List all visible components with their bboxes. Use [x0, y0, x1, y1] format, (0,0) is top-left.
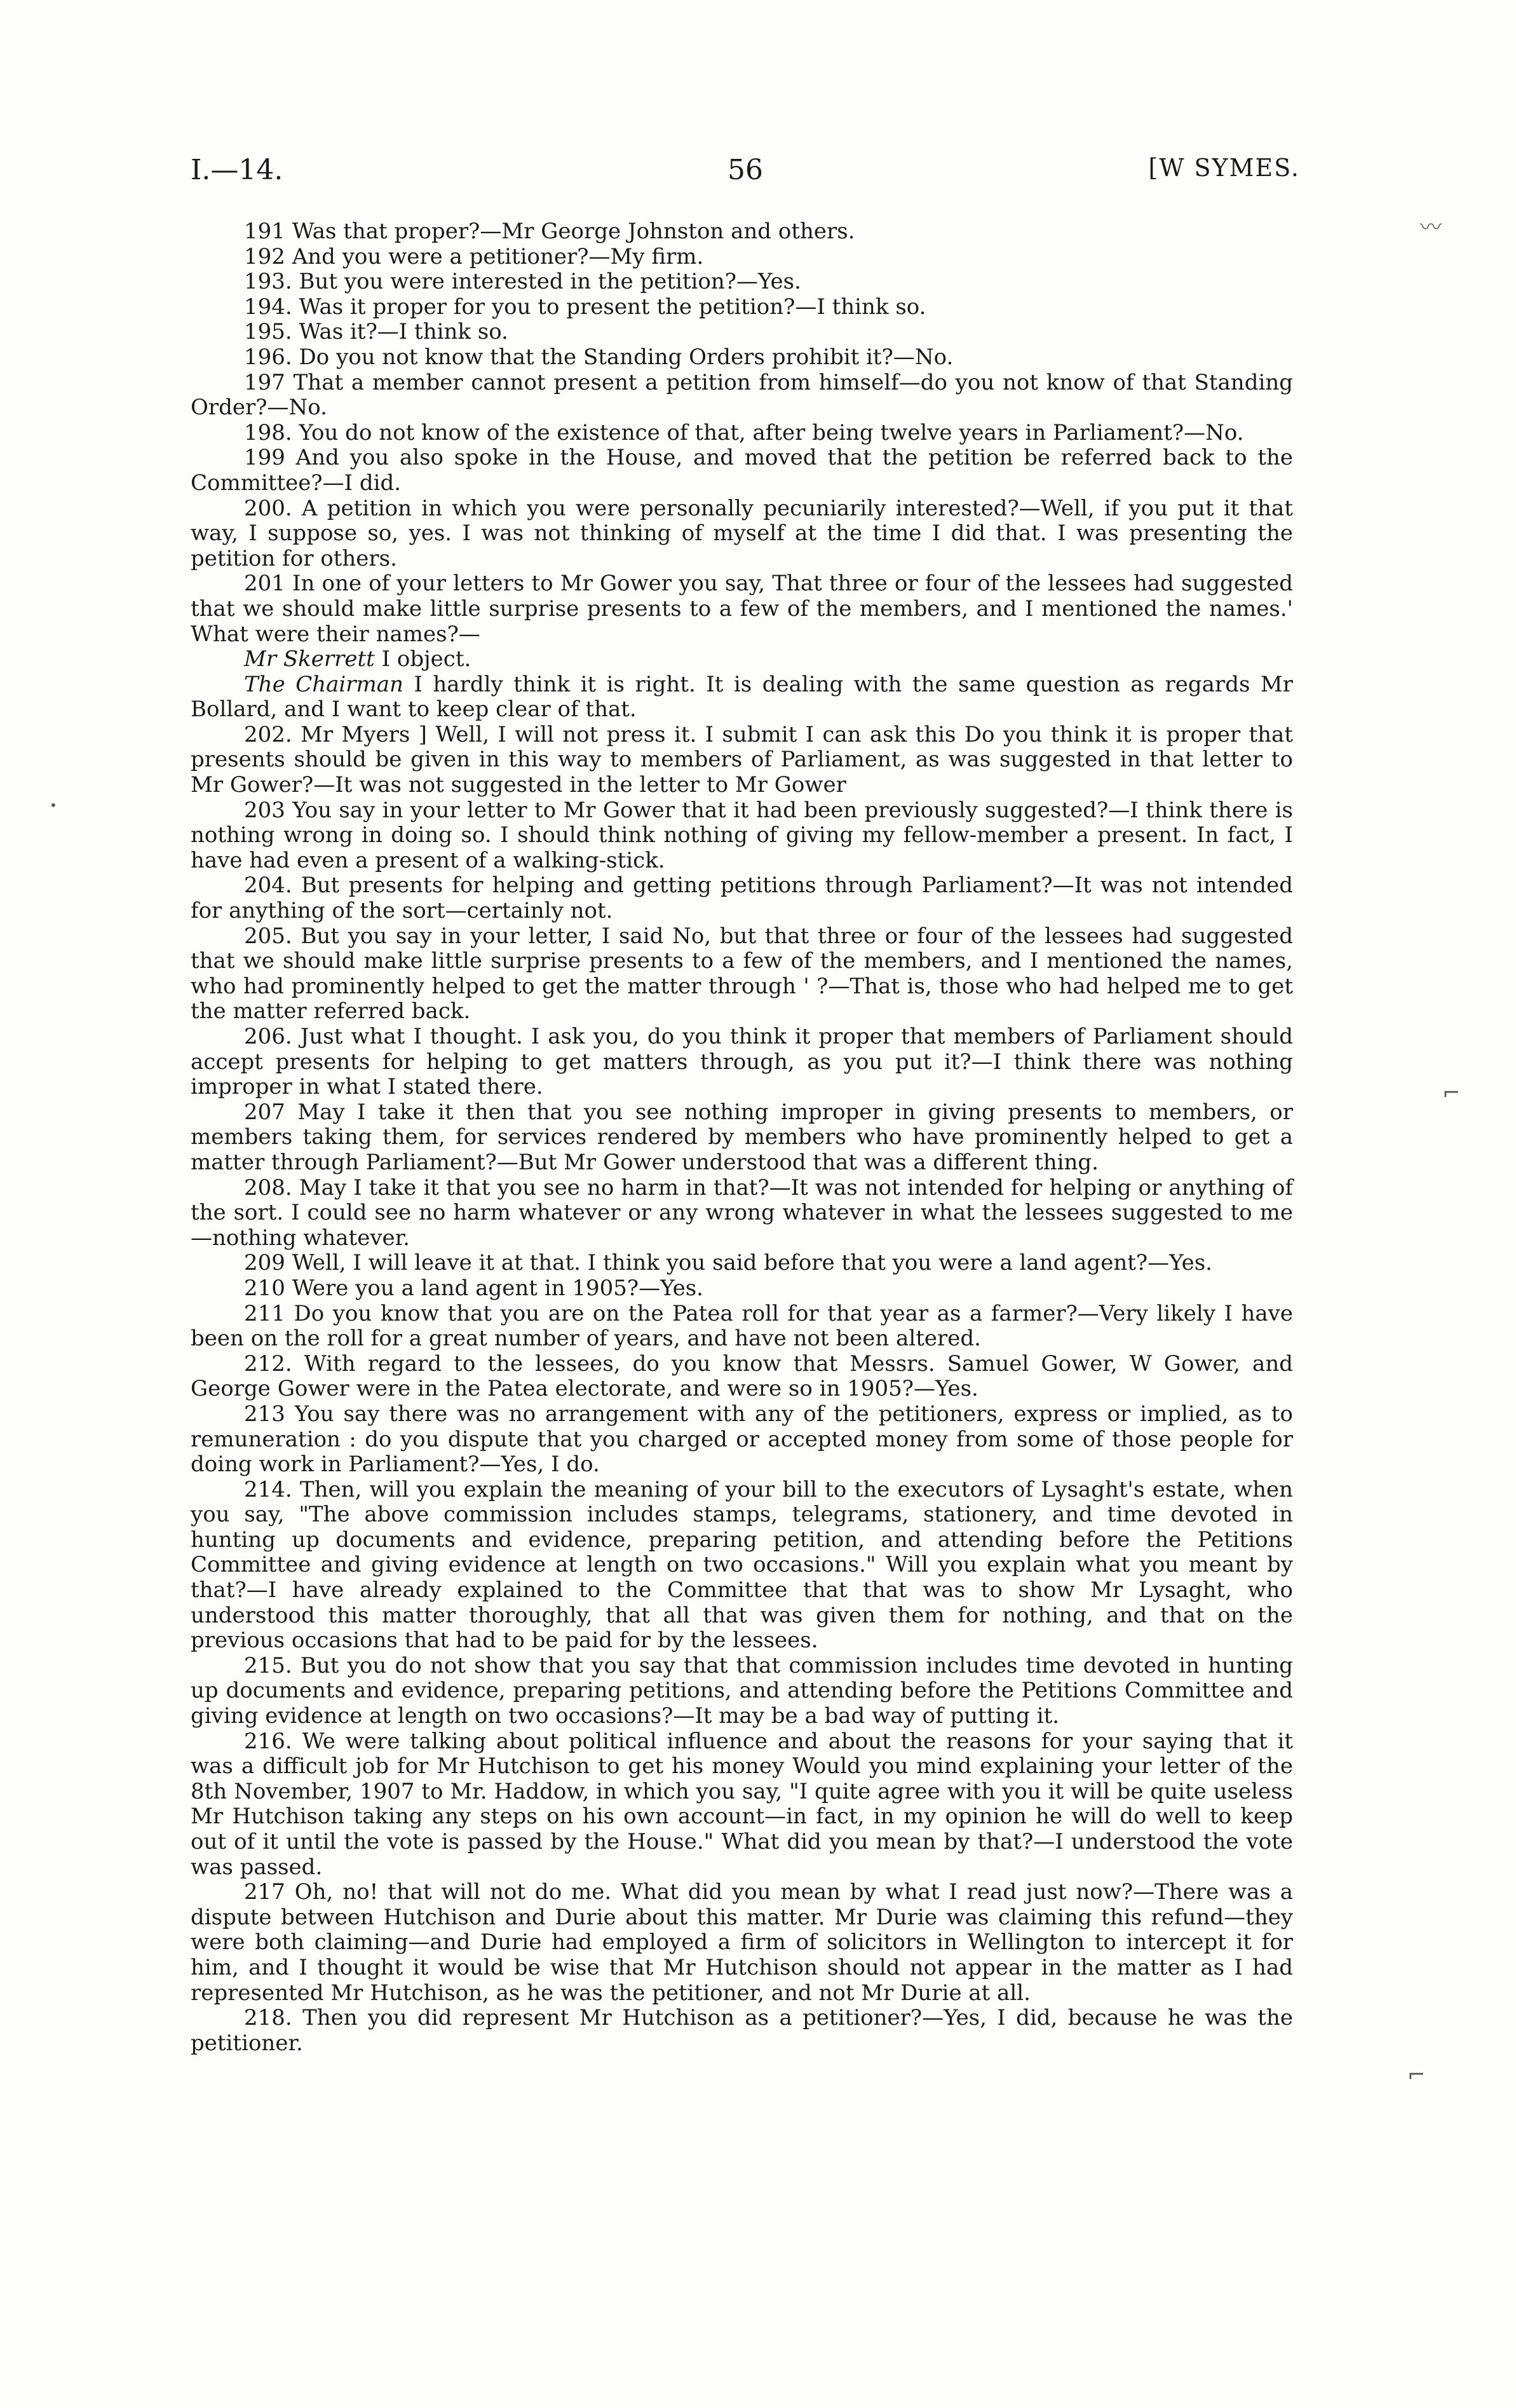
- question-195: 195. Was it?—I think so.: [244, 319, 508, 345]
- witness-name: [W SYMES.: [1148, 154, 1300, 182]
- question-216: 216. We were talking about political influence and about the reasons for your saying that it was a difficult job for Mr Hutchison to get his money Would you mind explaining your letter of the 8th November, 1907 to Mr. Haddow, in which you say, "I quite agree with you it will be quite useless Mr Hutchison taking any steps on his own account—in fact, in my opinion he will do well to keep out of it until the vote is passed by the House." What did you mean by that?—I understood the vote was passed.: [191, 1728, 1293, 1880]
- question-213: 213 You say there was no arrangement with any of the petitioners, express or implied, as to remuneration : do you dispute that you charged or accepted money from some of those people for doing work in Parliament?—Yes, I do.: [191, 1401, 1293, 1478]
- speaker-name: Mr Skerrett: [244, 646, 375, 672]
- question-200: 200. A petition in which you were personally pecuniarily interested?—Well, if you put it that way, I suppose so, yes. I was not thinking of myself at the time I did that. I was presenting the petition for others.: [191, 495, 1293, 571]
- question-212: 212. With regard to the lessees, do you know that Messrs. Samuel Gower, W Gower, and George Gower were in the Patea electorate, and were so in 1905?—Yes.: [191, 1350, 1293, 1402]
- question-217: 217 Oh, no! that will not do me. What did you mean by what I read just now?—There was a dispute between Hutchison and Durie about this matter. Mr Durie was claiming this refund—they were both claiming—and Durie had employed a firm of solicitors in Wellington to intercept it for him, and I thought it would be wise that Mr Hutchison should not appear in the matter as I had represented Mr Hutchison, as he was the petitioner, and not Mr Durie at all.: [191, 1879, 1293, 2006]
- objection-skerrett: Mr Skerrett I object.: [244, 646, 471, 672]
- question-202: 202. Mr Myers ] Well, I will not press it. I submit I can ask this Do you think it is proper that presents should be given in this way to members of Parliament, as was suggested in that letter to Mr Gower?—It was not suggested in the letter to Mr Gower: [191, 721, 1293, 798]
- question-210: 210 Were you a land agent in 1905?—Yes.: [244, 1275, 703, 1301]
- question-209: 209 Well, I will leave it at that. I think you said before that you were a land agent?—Yes.: [244, 1250, 1212, 1276]
- scan-mark: ⌐: [1407, 2062, 1426, 2088]
- question-196: 196. Do you not know that the Standing Orders prohibit it?—No.: [244, 344, 954, 370]
- question-218: 218. Then you did represent Mr Hutchison as a petitioner?—Yes, I did, because he was the petitioner.: [191, 2005, 1293, 2056]
- question-215: 215. But you do not show that you say that that commission includes time devoted in hunting up documents and evidence, preparing petitions, and attending before the Petitions Committee and giving evidence at length on two occasions?—It may be a bad way of putting it.: [191, 1652, 1293, 1729]
- question-199: 199 And you also spoke in the House, and moved that the petition be referred back to the Committee?—I did.: [191, 445, 1293, 496]
- question-206: 206. Just what I thought. I ask you, do you think it proper that members of Parliament should accept presents for helping to get matters through, as you put it?—I think there was nothing improper in what I stated there.: [191, 1024, 1293, 1100]
- document-code: I.—14.: [191, 154, 283, 186]
- question-203: 203 You say in your letter to Mr Gower that it had been previously suggested?—I think there is nothing wrong in doing so. I should think nothing of giving my fellow-member a present. In fact, I have had even a present of a walking-stick.: [191, 797, 1293, 873]
- question-193: 193. But you were interested in the petition?—Yes.: [244, 269, 801, 295]
- question-214: 214. Then, will you explain the meaning of your bill to the executors of Lysaght's estate, when you say, "The above commission includes stamps, telegrams, stationery, and time devoted in hunting up documents and evidence, preparing petition, and attending before the Petitions Committee and giving evidence at length on two occasions." Will you explain what you meant by that?—I have already explained to the Committee that that was to show Mr Lysaght, who understood this matter thoroughly, that all that was given them for nothing, and that on the previous occasions that had to be paid for by the lessees.: [191, 1476, 1293, 1654]
- transcript-body: [191, 219, 1293, 2056]
- scan-mark: 〰: [1420, 215, 1442, 240]
- question-191: 191 Was that proper?—Mr George Johnston and others.: [244, 219, 855, 244]
- page-header: [191, 154, 1300, 192]
- question-204: 204. But presents for helping and getting petitions through Parliament?—It was not intended for anything of the sort—certainly not.: [191, 873, 1293, 924]
- question-197: 197 That a member cannot present a petition from himself—do you not know of that Standing Order?—No.: [191, 369, 1293, 421]
- question-201: 201 In one of your letters to Mr Gower you say, That three or four of the lessees had suggested that we should make little surprise presents to a few of the members, and I mentioned the names.' What were their names?—: [191, 571, 1293, 647]
- question-207: 207 May I take it then that you see nothing improper in giving presents to members, or members taking them, for services rendered by members who have prominently helped to get a matter through Parliament?—But Mr Gower understood that was a different thing.: [191, 1099, 1293, 1175]
- page-number: 56: [728, 154, 763, 186]
- question-198: 198. You do not know of the existence of that, after being twelve years in Parliament?—No.: [244, 419, 1244, 446]
- question-205: 205. But you say in your letter, I said No, but that three or four of the lessees had suggested that we should make little surprise presents to a few of the members, and I mentioned the names, who had prominently helped to get the matter through ' ?—That is, those who had helped me to get the matter referred back.: [191, 923, 1293, 1024]
- chairman-ruling: The Chairman I hardly think it is right. It is dealing with the same question as regards Mr Bollard, and I want to keep clear of that.: [191, 671, 1293, 723]
- question-194: 194. Was it proper for you to present the petition?—I think so.: [244, 294, 926, 320]
- question-208: 208. May I take it that you see no harm in that?—It was not intended for helping or anything of the sort. I could see no harm whatever or any wrong whatever in what the lessees suggested to me—nothing whatever.: [191, 1174, 1293, 1251]
- question-211: 211 Do you know that you are on the Patea roll for that year as a farmer?—Very likely I have been on the roll for a great number of years, and have not been altered.: [191, 1300, 1293, 1352]
- question-192: 192 And you were a petitioner?—My firm.: [244, 243, 704, 269]
- speaker-name: The Chairman: [244, 671, 403, 697]
- scan-dot: •: [50, 798, 57, 813]
- scan-mark: ⌐: [1442, 1080, 1461, 1106]
